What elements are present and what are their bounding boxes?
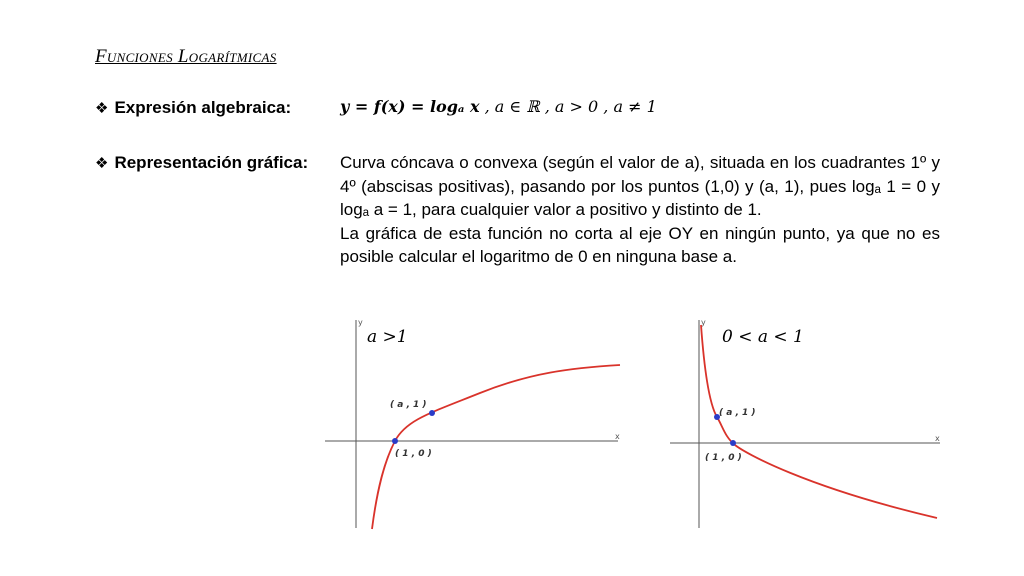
point-a-1 bbox=[429, 410, 435, 416]
y-axis-label: y bbox=[701, 318, 706, 327]
point-1-0 bbox=[730, 440, 736, 446]
log-formula: y = f(x) = logₐ x bbox=[340, 97, 480, 116]
formula-conditions: , a ∈ ℝ , a > 0 , a ≠ 1 bbox=[484, 97, 657, 116]
expresion-label: Expresión algebraica: bbox=[114, 98, 292, 117]
bullet-expresion bbox=[95, 98, 291, 118]
y-axis-label: y bbox=[358, 318, 363, 327]
label-1-0: ( 1 , 0 ) bbox=[395, 449, 432, 459]
diamond-bullet-icon: ❖ bbox=[95, 155, 109, 172]
label-a-1: ( a , 1 ) bbox=[390, 400, 427, 410]
log-curve-increasing bbox=[372, 365, 620, 529]
graph-right-svg bbox=[665, 315, 945, 530]
graph-a-between-0-and-1 bbox=[665, 315, 945, 530]
log-curve-decreasing bbox=[701, 325, 937, 518]
graph-left-svg bbox=[320, 315, 625, 530]
x-axis-label: x bbox=[935, 434, 940, 443]
description-text bbox=[340, 151, 940, 269]
description-paragraph-1: Curva cóncava o convexa (según el valor de a), situada en los cuadrantes 1º y 4º (abscisas positivas), pasando por los puntos (1,0) y (a, 1), pues logₐ 1 = 0 y logₐ a = 1, para cualquier valor a positivo y distinto de 1. bbox=[340, 153, 940, 219]
bullet-representacion bbox=[95, 153, 308, 173]
caption-a-between-0-1: 0 < a < 1 bbox=[722, 327, 804, 347]
x-axis-label: x bbox=[615, 432, 620, 441]
representacion-label: Representación gráfica: bbox=[114, 153, 309, 172]
label-a-1: ( a , 1 ) bbox=[719, 408, 756, 418]
page-title: Funciones Logarítmicas bbox=[95, 46, 277, 67]
label-1-0: ( 1 , 0 ) bbox=[705, 453, 742, 463]
description-paragraph-2: La gráfica de esta función no corta al eje OY en ningún punto, ya que no es posible calcular el logaritmo de 0 en ninguna base a. bbox=[340, 223, 940, 266]
point-1-0 bbox=[392, 438, 398, 444]
formula-line bbox=[340, 97, 657, 116]
diamond-bullet-icon: ❖ bbox=[95, 100, 109, 117]
caption-a-greater-1: a >1 bbox=[367, 327, 408, 347]
graph-a-greater-than-1 bbox=[320, 315, 625, 530]
